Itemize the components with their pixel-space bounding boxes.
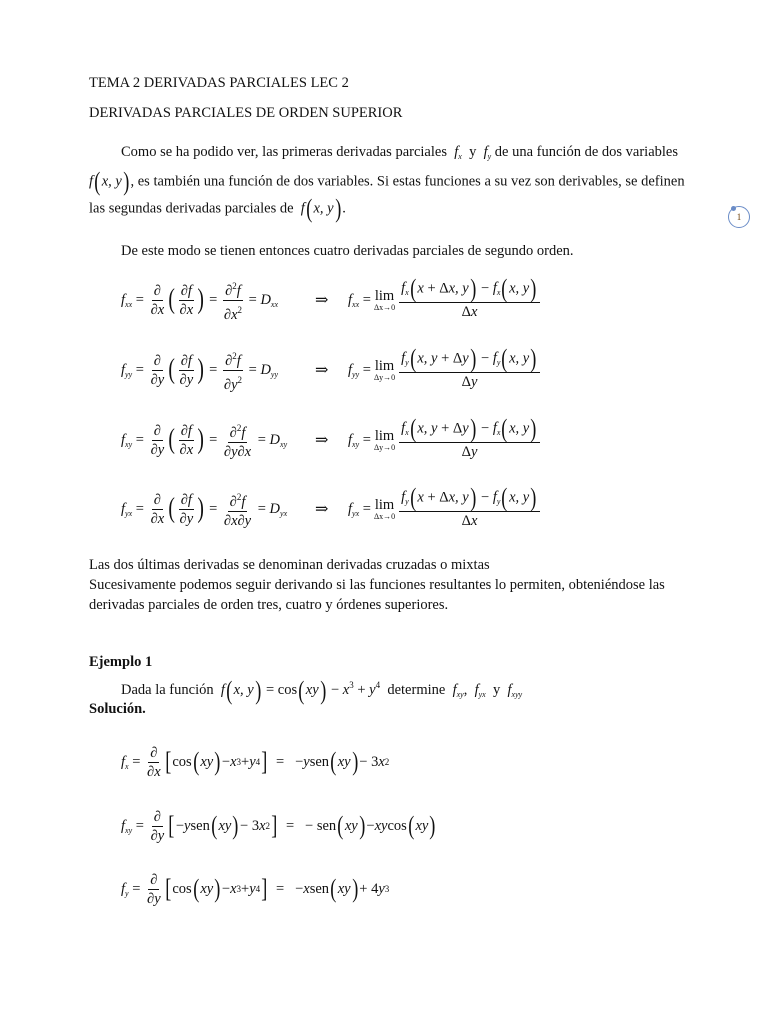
paragraph-2: De este modo se tienen entonces cuatro derivadas parciales de segundo orden. bbox=[121, 243, 574, 259]
equation-fxx-def: $f_{xx}$ = $\frac{\partial}{\partial x}$ ( $\frac{\partial f}{\partial x}$ ) = $\frac{\partial^2f}{\partial x^2}$ = $D_{xx}$ bbox=[121, 280, 278, 320]
equation-fxx-limit: $f_{xx}$ = lim Δx→0 $\frac{f_x(x + \Delta x, y) - f_x(x, y)}{\Delta x}$ bbox=[348, 280, 541, 320]
implies-arrow-3: ⇒ bbox=[315, 432, 329, 449]
section-title: DERIVADAS PARCIALES DE ORDEN SUPERIOR bbox=[89, 105, 403, 121]
equation-fyy-limit: $f_{yy}$ = lim Δy→0 $\frac{f_y(x, y + \Delta y) - f_y(x, y)}{\Delta y}$ bbox=[348, 350, 541, 390]
example-heading: Ejemplo 1 bbox=[89, 654, 153, 670]
page-number-badge[interactable]: 1 bbox=[728, 206, 750, 228]
solution-fy: $f_y$ = $\frac{\partial}{\partial y}$ [ cos ( xy ) − x 3 + y 4 ] = − x sen ( xy ) + 4 y 3 bbox=[121, 871, 390, 907]
equation-fyx-def: $f_{yx}$ = $\frac{\partial}{\partial x}$ ( $\frac{\partial f}{\partial y}$ ) = $\frac{\partial^2f}{\partial x\partial y}$ = $D_{yx}$ bbox=[121, 489, 287, 529]
equation-fxy-def: $f_{xy}$ = $\frac{\partial}{\partial y}$ ( $\frac{\partial f}{\partial x}$ ) = $\frac{\partial^2f}{\partial y\partial x}$ = $D_{xy}$ bbox=[121, 420, 287, 460]
document-title: TEMA 2 DERIVADAS PARCIALES LEC 2 bbox=[89, 75, 349, 91]
solution-fx: $f_x$ = $\frac{\partial}{\partial x}$ [ cos ( xy ) − x 3 + y 4 ] = − y sen ( xy ) − 3 x 2 bbox=[121, 744, 390, 780]
solution-heading: Solución. bbox=[89, 701, 146, 717]
implies-arrow-2: ⇒ bbox=[315, 362, 329, 379]
page-badge-dot bbox=[731, 206, 736, 211]
equation-fyy-def: $f_{yy}$ = $\frac{\partial}{\partial y}$ ( $\frac{\partial f}{\partial y}$ ) = $\frac{\partial^2f}{\partial y^2}$ = $D_{yy}$ bbox=[121, 350, 278, 390]
implies-arrow-1: ⇒ bbox=[315, 292, 329, 309]
paragraph-1-line-3: las segundas derivadas parciales de f(x, y). bbox=[89, 194, 346, 223]
paragraph-1-line-2: f(x, y), es también una función de dos variables. Si estas funciones a su vez son derivables, se definen bbox=[89, 167, 685, 196]
example-statement: Dada la función f(x, $y) = \cos(xy) - x^3 + y^4$ determine $f_{xy}$, $f_{yx}$ y $f_{xyy}$ bbox=[121, 675, 523, 705]
paragraph-3-line-1: Las dos últimas derivadas se denominan derivadas cruzadas o mixtas bbox=[89, 557, 490, 573]
equation-fxy-limit: $f_{xy}$ = lim Δy→0 $\frac{f_x(x, y + \Delta y) - f_x(x, y)}{\Delta y}$ bbox=[348, 420, 541, 460]
solution-fxy: $f_{xy}$ = $\frac{\partial}{\partial y}$ [ − y sen ( xy ) − 3 x 2 ] = − sen ( xy ) − xy cos ( xy ) bbox=[121, 808, 436, 844]
paragraph-3-line-2: Sucesivamente podemos seguir derivando si las funciones resultantes lo permiten, obteniéndose las bbox=[89, 577, 665, 593]
paragraph-3-line-3: derivadas parciales de orden tres, cuatro y órdenes superiores. bbox=[89, 597, 449, 613]
implies-arrow-4: ⇒ bbox=[315, 501, 329, 518]
equation-fyx-limit: $f_{yx}$ = lim Δx→0 $\frac{f_y(x + \Delta x, y) - f_y(x, y)}{\Delta x}$ bbox=[348, 489, 541, 529]
paragraph-1-line-1: Como se ha podido ver, las primeras derivadas parciales $f_x$ y $f_y$ de una función de dos variables bbox=[121, 144, 678, 161]
